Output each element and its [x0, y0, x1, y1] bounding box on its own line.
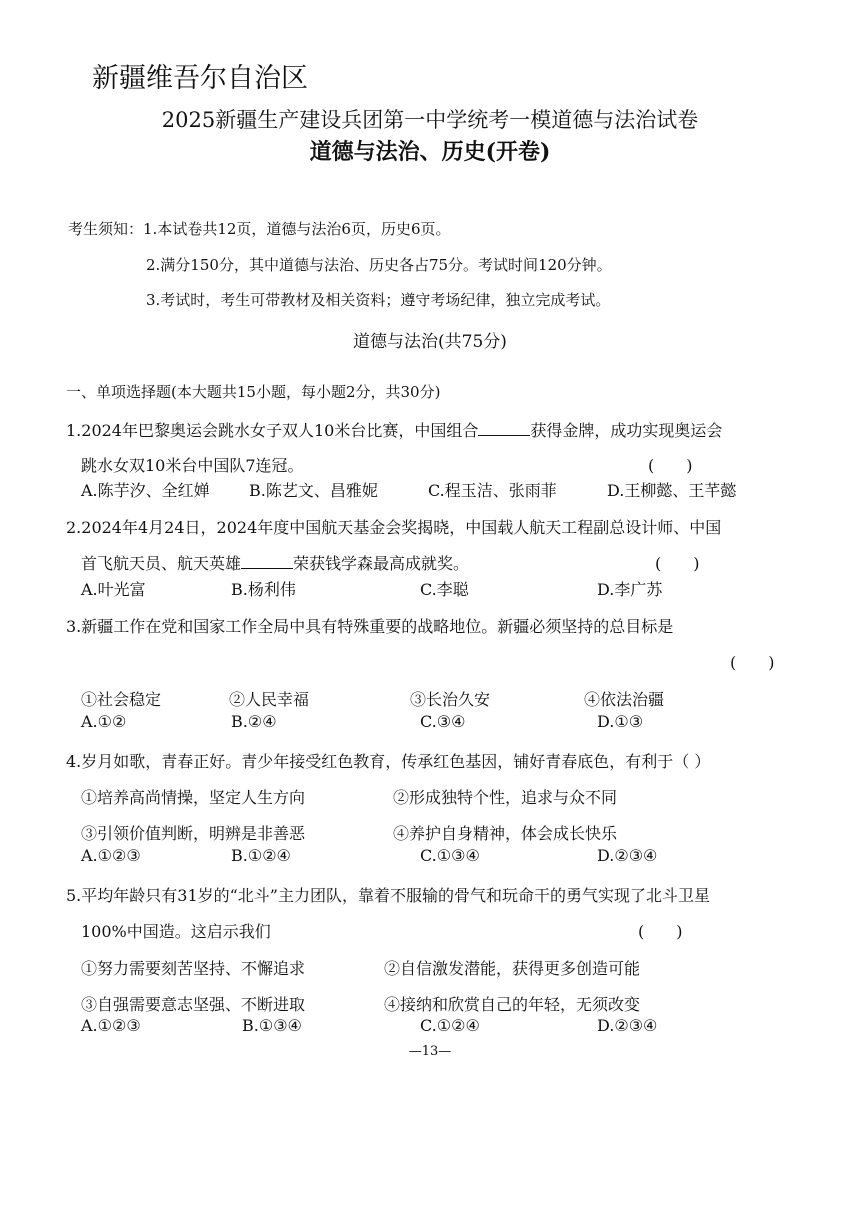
option-b: B.①②④: [231, 846, 291, 865]
answer-paren: ( ): [730, 653, 775, 672]
option-b: B.②④: [231, 712, 277, 731]
option-a: A.①②③: [81, 1016, 141, 1035]
option-a: A.①②③: [81, 846, 141, 865]
option-a: A.①②: [81, 712, 127, 731]
option-c: C.③④: [420, 712, 466, 731]
answer-blank: [478, 421, 530, 436]
page-number: —13—: [408, 1044, 452, 1059]
notice-label: 考生须知：: [68, 220, 144, 238]
option-c: C.李聪: [420, 580, 469, 599]
notice-item: 1.本试卷共12页，道德与法治6页，历史6页。: [143, 220, 451, 238]
statement-item: ④接纳和欣赏自己的年轻，无须改变: [384, 995, 641, 1014]
option-c: C.①③④: [420, 846, 480, 865]
statement-item: ①社会稳定: [81, 690, 162, 709]
exam-title: 道德与法治、历史(开卷): [309, 139, 551, 165]
option-d: D.②③④: [597, 1016, 658, 1035]
question-5-line-1: 5.平均年龄只有31岁的“北斗”主力团队，靠着不服输的骨气和玩命干的勇气实现了北斗卫星: [66, 886, 710, 905]
option-d: D.①③: [597, 712, 644, 731]
option-d: D.王柳懿、王芊懿: [607, 481, 737, 500]
notice-item: 2.满分150分，其中道德与法治、历史各占75分。考试时间120分钟。: [146, 256, 612, 274]
option-d: D.李广苏: [597, 580, 663, 599]
statement-item: ①努力需要刻苦坚持、不懈追求: [81, 959, 306, 978]
question-text: 获得金牌，成功实现奥运会: [530, 421, 723, 440]
statement-item: ③长治久安: [410, 690, 491, 709]
question-text: 1.2024年巴黎奥运会跳水女子双人10米台比赛，中国组合: [66, 421, 479, 440]
statement-item: ③引领价值判断，明辨是非善恶: [81, 824, 306, 843]
notice-item: 3.考试时，考生可带教材及相关资料；遵守考场纪律，独立完成考试。: [146, 291, 611, 309]
question-2-line-1: 2.2024年4月24日，2024年度中国航天基金会奖揭晓，中国载人航天工程副总设计师、中国: [66, 518, 722, 537]
question-1-line-2: 跳水女双10米台中国队7连冠。: [81, 456, 304, 475]
option-b: B.①③④: [242, 1016, 302, 1035]
statement-item: ②自信激发潜能，获得更多创造可能: [384, 959, 641, 978]
question-text: 荣获钱学森最高成就奖。: [293, 554, 470, 573]
option-c: C.①②④: [420, 1016, 480, 1035]
part-title: 一、单项选择题(本大题共15小题，每小题2分，共30分): [66, 383, 441, 401]
question-5-line-2: 100%中国造。这启示我们: [81, 922, 271, 941]
statement-item: ②形成独特个性，追求与众不同: [393, 788, 618, 807]
statement-item: ③自强需要意志坚强、不断进取: [81, 995, 306, 1014]
statement-item: ①培养高尚情操，坚定人生方向: [81, 788, 306, 807]
answer-paren: ( ): [655, 554, 700, 573]
question-4-line-1: 4.岁月如歌，青春正好。青少年接受红色教育，传承红色基因，铺好青春底色，有利于（ ）: [66, 752, 711, 771]
notice-line-1: [68, 218, 451, 239]
question-1-line-1: [66, 418, 722, 441]
statement-item: ④养护自身精神，体会成长快乐: [393, 824, 618, 843]
answer-blank: [241, 554, 293, 569]
option-c: C.程玉洁、张雨菲: [428, 481, 557, 500]
statement-item: ②人民幸福: [229, 690, 310, 709]
answer-paren: ( ): [648, 456, 693, 475]
question-2-line-2: [81, 551, 469, 574]
region-heading: 新疆维吾尔自治区: [92, 63, 308, 94]
question-text: 首飞航天员、航天英雄: [81, 554, 242, 573]
exam-subtitle: 2025新疆生产建设兵团第一中学统考一模道德与法治试卷: [161, 108, 699, 132]
option-b: B.杨利伟: [231, 580, 296, 599]
option-a: A.叶光富: [81, 580, 146, 599]
option-d: D.②③④: [597, 846, 658, 865]
section-title: 道德与法治(共75分): [353, 332, 507, 352]
statement-item: ④依法治疆: [584, 690, 665, 709]
option-a: A.陈芋汐、全红婵: [81, 481, 210, 500]
answer-paren: ( ): [638, 922, 683, 941]
option-b: B.陈艺文、昌雅妮: [249, 481, 378, 500]
question-3-line-1: 3.新疆工作在党和国家工作全局中具有特殊重要的战略地位。新疆必须坚持的总目标是: [66, 617, 674, 636]
